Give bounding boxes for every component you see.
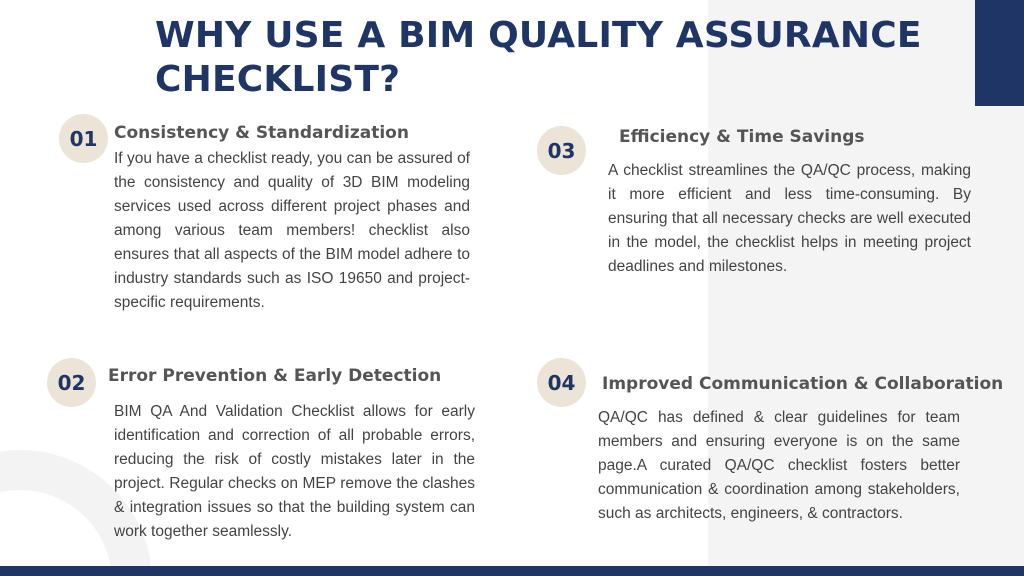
page-title: WHY USE A BIM QUALITY ASSURANCE CHECKLIST? — [155, 15, 922, 100]
bottom-accent-bar — [0, 566, 1024, 576]
section-body: QA/QC has defined & clear guidelines for team members and ensuring everyone is on the same page.A curated QA/QC checklist fosters better communication & coordination among stakeholders, such as architects, engineers, & contractors. — [598, 409, 960, 522]
section-body: A checklist streamlines the QA/QC process, making it more efficient and less time-consuming. By ensuring that all necessary checks are well executed in the model, the checklist helps in meeting project deadlines and milestones. — [608, 162, 971, 275]
section-heading: Error Prevention & Early Detection — [108, 366, 442, 386]
section-number-badge: 01 — [59, 114, 108, 163]
section-number-badge: 04 — [537, 358, 586, 407]
section-body: BIM QA And Validation Checklist allows for early identification and correction of all probable errors, reducing the risk of costly mistakes later in the project. Regular checks on MEP remove the clashes & integration issues so that the building system can work together seamlessly. — [114, 403, 475, 540]
section-heading: Consistency & Standardization — [114, 123, 409, 143]
section-heading: Improved Communication & Collaboration — [602, 374, 1004, 394]
section-number-badge: 03 — [537, 126, 586, 175]
section-number-badge: 02 — [47, 358, 96, 407]
section-heading: Efficiency & Time Savings — [619, 127, 865, 147]
corner-accent-block — [975, 0, 1024, 106]
section-body: If you have a checklist ready, you can be assured of the consistency and quality of 3D BIM modeling services used across different project phases and among various team members! checklist also ensures that all aspects of the BIM model adhere to industry standards such as ISO 19650 and project-specific requirements. — [114, 150, 470, 311]
